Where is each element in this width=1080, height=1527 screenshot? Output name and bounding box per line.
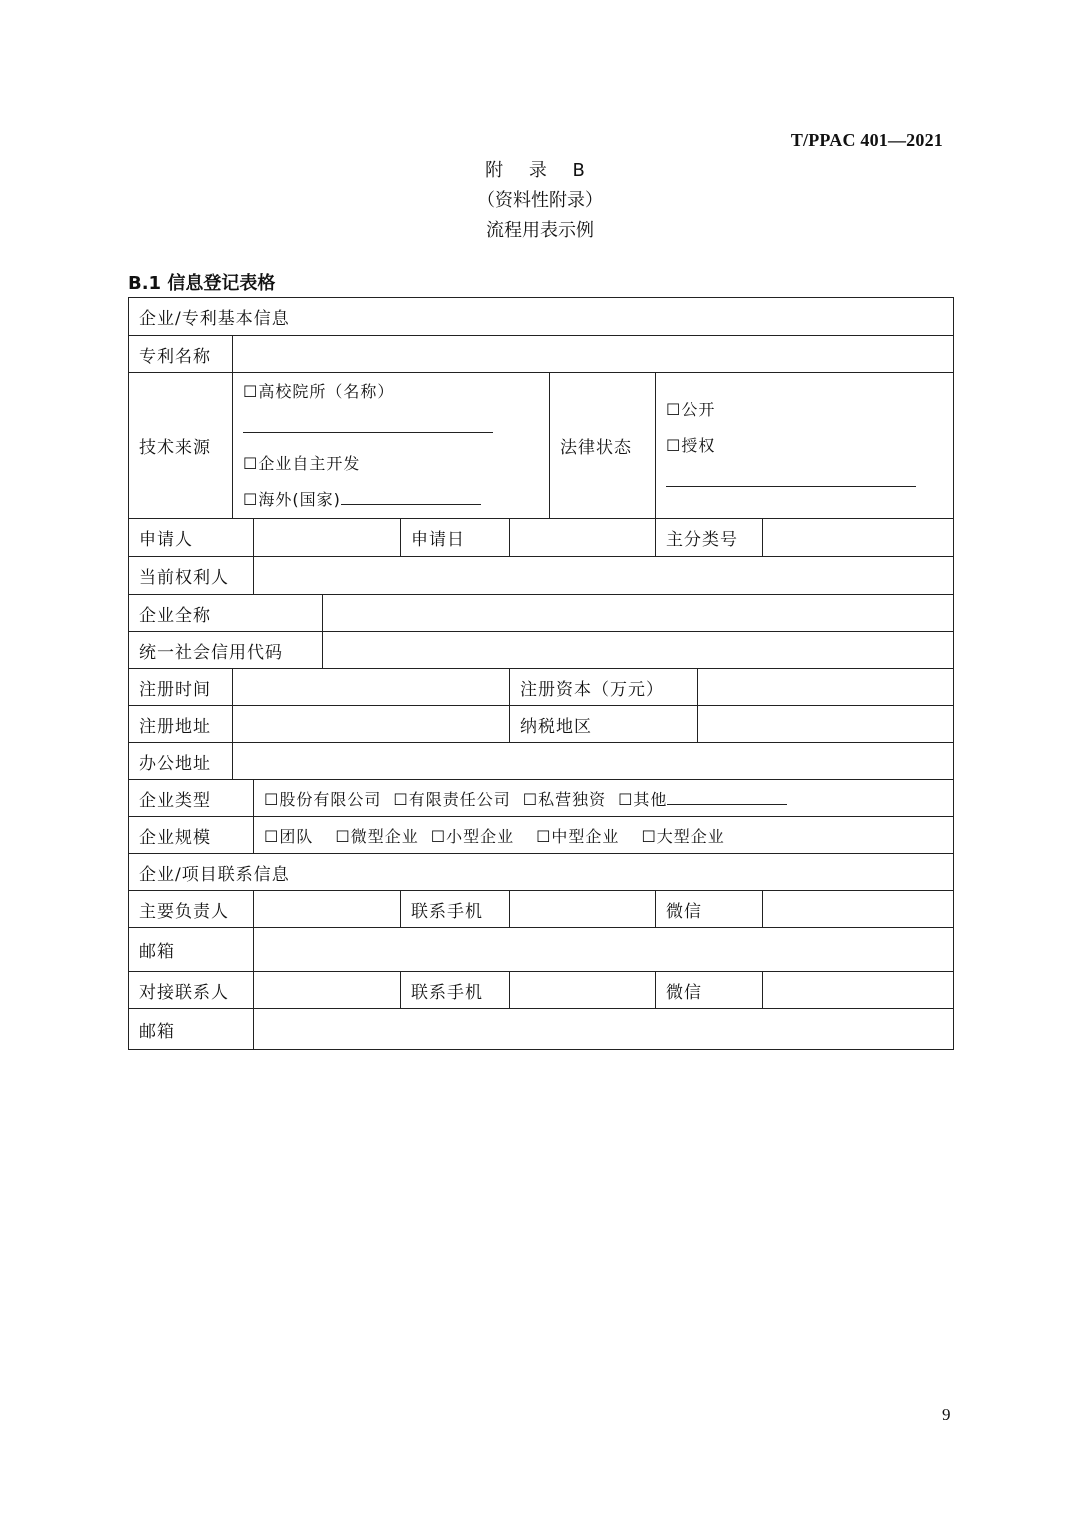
- principal-email-label: 邮箱: [129, 928, 254, 972]
- reg-time-field[interactable]: [233, 669, 510, 706]
- application-date-field[interactable]: [510, 519, 656, 557]
- company-name-label: 企业全称: [129, 595, 323, 632]
- current-owner-field[interactable]: [254, 557, 954, 595]
- university-name-blank[interactable]: [243, 416, 493, 433]
- principal-mobile-label: 联系手机: [401, 891, 510, 928]
- scale-micro-checkbox[interactable]: ☐微型企业: [335, 826, 419, 846]
- tech-source-label: 技术来源: [129, 373, 233, 519]
- annex-title: 流程用表示例: [486, 220, 594, 241]
- tech-source-self-checkbox[interactable]: ☐企业自主开发: [243, 453, 361, 473]
- liaison-email-field[interactable]: [254, 1009, 954, 1050]
- tax-region-label: 纳税地区: [510, 706, 698, 743]
- principal-wechat-field[interactable]: [763, 891, 954, 928]
- tech-source-university-checkbox[interactable]: ☐高校院所（名称）: [243, 381, 395, 401]
- reg-time-label: 注册时间: [129, 669, 233, 706]
- tech-source-overseas-checkbox[interactable]: ☐海外(国家): [243, 489, 341, 509]
- scale-small-checkbox[interactable]: ☐小型企业: [430, 826, 515, 846]
- principal-label: 主要负责人: [129, 891, 254, 928]
- company-type-label: 企业类型: [129, 780, 254, 817]
- principal-email-field[interactable]: [254, 928, 954, 972]
- company-type-options: [254, 780, 954, 817]
- annex-titles: [0, 156, 1080, 246]
- company-type-sole-proprietor-checkbox[interactable]: ☐私营独资: [522, 789, 607, 809]
- liaison-email-row: [129, 1009, 954, 1050]
- company-type-limited-liability-checkbox[interactable]: ☐有限责任公司: [393, 789, 511, 809]
- reg-address-field[interactable]: [233, 706, 510, 743]
- scale-large-checkbox[interactable]: ☐大型企业: [641, 826, 725, 846]
- reg-time-row: [129, 669, 954, 706]
- reg-address-row: [129, 706, 954, 743]
- annex-subtitle: （资料性附录）: [477, 190, 603, 211]
- reg-capital-label: 注册资本（万元）: [510, 669, 698, 706]
- principal-field[interactable]: [254, 891, 401, 928]
- applicant-field[interactable]: [254, 519, 401, 557]
- patent-name-field[interactable]: [233, 336, 954, 373]
- overseas-country-blank[interactable]: [341, 488, 481, 505]
- application-date-label: 申请日: [401, 519, 510, 557]
- company-scale-options: [254, 817, 954, 854]
- main-class-label: 主分类号: [656, 519, 763, 557]
- basic-info-header: 企业/专利基本信息: [129, 298, 954, 336]
- tech-source-row: [129, 373, 954, 519]
- reg-address-label: 注册地址: [129, 706, 233, 743]
- principal-email-row: [129, 928, 954, 972]
- scale-medium-checkbox[interactable]: ☐中型企业: [536, 826, 620, 846]
- legal-status-granted-checkbox[interactable]: ☐授权: [666, 435, 716, 455]
- current-owner-label: 当前权利人: [129, 557, 254, 595]
- credit-code-field[interactable]: [323, 632, 954, 669]
- company-type-other-checkbox[interactable]: ☐其他: [618, 789, 668, 809]
- principal-row: [129, 891, 954, 928]
- legal-status-options: [656, 373, 954, 519]
- principal-wechat-label: 微信: [656, 891, 763, 928]
- legal-status-blank[interactable]: [666, 470, 916, 487]
- company-type-row: [129, 780, 954, 817]
- company-type-joint-stock-checkbox[interactable]: ☐股份有限公司: [264, 789, 382, 809]
- legal-status-public-checkbox[interactable]: ☐公开: [666, 399, 716, 419]
- liaison-row: [129, 972, 954, 1009]
- company-name-field[interactable]: [323, 595, 954, 632]
- company-scale-row: [129, 817, 954, 854]
- applicant-row: [129, 519, 954, 557]
- standard-code: T/PPAC 401—2021: [790, 130, 943, 150]
- legal-status-label: 法律状态: [550, 373, 656, 519]
- credit-code-row: [129, 632, 954, 669]
- applicant-label: 申请人: [129, 519, 254, 557]
- tech-source-options: [233, 373, 550, 519]
- reg-capital-field[interactable]: [698, 669, 954, 706]
- patent-name-row: [129, 336, 954, 373]
- scale-team-checkbox[interactable]: ☐团队: [264, 826, 314, 846]
- liaison-wechat-label: 微信: [656, 972, 763, 1009]
- annex-label: 附 录 B: [485, 160, 595, 181]
- principal-mobile-field[interactable]: [510, 891, 656, 928]
- tax-region-field[interactable]: [698, 706, 954, 743]
- liaison-field[interactable]: [254, 972, 401, 1009]
- section-heading: B.1 信息登记表格: [128, 273, 276, 294]
- main-class-field[interactable]: [763, 519, 954, 557]
- liaison-mobile-field[interactable]: [510, 972, 656, 1009]
- office-address-row: [129, 743, 954, 780]
- liaison-mobile-label: 联系手机: [401, 972, 510, 1009]
- office-address-label: 办公地址: [129, 743, 233, 780]
- liaison-wechat-field[interactable]: [763, 972, 954, 1009]
- company-scale-label: 企业规模: [129, 817, 254, 854]
- credit-code-label: 统一社会信用代码: [129, 632, 323, 669]
- contact-header: 企业/项目联系信息: [129, 854, 954, 891]
- office-address-field[interactable]: [233, 743, 954, 780]
- liaison-email-label: 邮箱: [129, 1009, 254, 1050]
- liaison-label: 对接联系人: [129, 972, 254, 1009]
- current-owner-row: [129, 557, 954, 595]
- patent-name-label: 专利名称: [129, 336, 233, 373]
- basic-info-header-row: [129, 298, 954, 336]
- contact-header-row: [129, 854, 954, 891]
- company-name-row: [129, 595, 954, 632]
- page-number: 9: [942, 1405, 951, 1424]
- registration-form-table: [128, 297, 954, 1050]
- company-type-other-blank[interactable]: [667, 788, 787, 805]
